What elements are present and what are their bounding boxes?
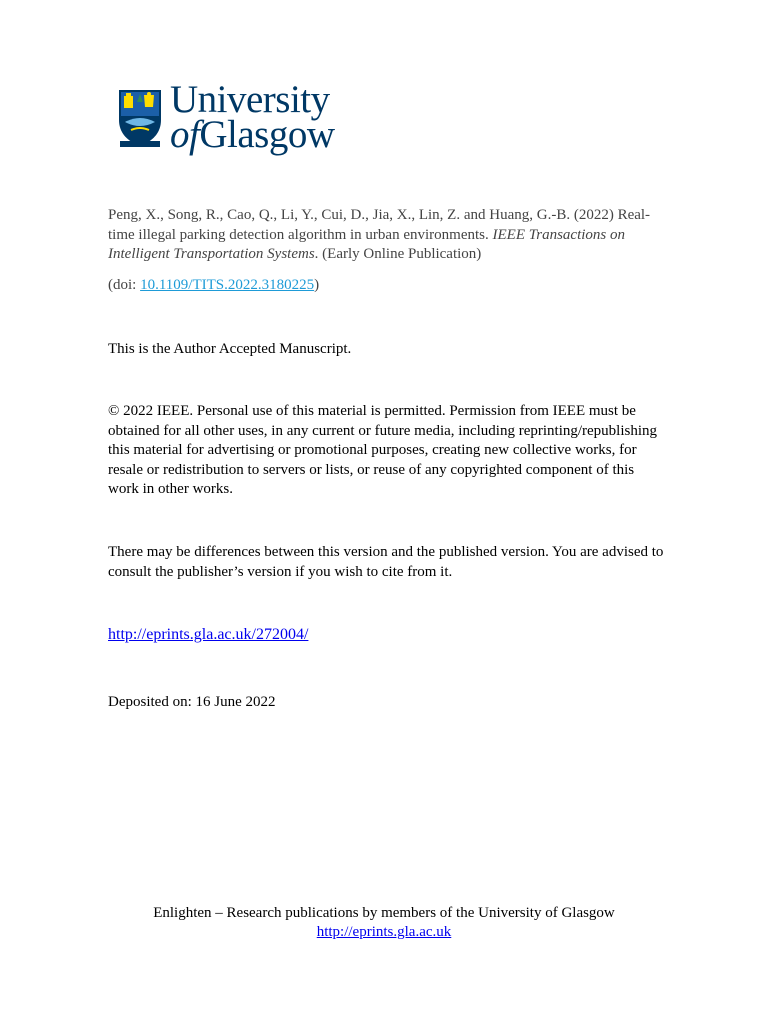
university-wordmark [170,80,335,154]
university-of-glasgow-logo [117,78,343,156]
footer-link[interactable]: http://eprints.gla.ac.uk [316,924,452,940]
wordmark-line-2 [170,115,335,154]
citation-title: Real-time illegal parking detection algorithm in urban environments. [108,207,651,243]
university-crest-icon [117,86,163,148]
doi-link[interactable]: 10.1109/TITS.2022.3180225 [140,277,315,293]
eprint-url-line [108,625,668,645]
wordmark-line-1: University [170,78,330,121]
wordmark-glasgow: Glasgow [199,113,335,156]
citation-status: . (Early Online Publication) [314,246,482,263]
deposited-date: Deposited on: 16 June 2022 [108,694,276,710]
footer [0,904,768,942]
footer-text: Enlighten – Research publications by members of the University of Glasgow [153,905,615,921]
eprint-link[interactable]: http://eprints.gla.ac.uk/272004/ [108,626,309,643]
wordmark-of: of [170,113,200,156]
citation-authors: Peng, X., Song, R., Cao, Q., Li, Y., Cui, D., Jia, X., Lin, Z. and Huang, G.-B. (2022) [108,207,614,223]
citation [108,206,668,265]
citation-journal: IEEE Transactions on Intelligent Transportation Systems [108,226,626,263]
version-differences-notice: There may be differences between this version and the published version. You are advised to consult the publisher’s version if you wish to cite from it. [108,544,664,580]
doi-suffix: ) [314,277,320,293]
copyright-notice: © 2022 IEEE. Personal use of this material is permitted. Permission from IEEE must be obtained for all other uses, in any current or future media, including reprinting/republishing this material for advertising or promotional purposes, creating new collective works, for resale or redistribution to servers or lists, or reuse of any copyrighted component of this work in other works. [108,403,658,498]
aam-notice: This is the Author Accepted Manuscript. [108,341,352,357]
doi-line [108,276,668,296]
doi-prefix: (doi: [108,277,141,293]
